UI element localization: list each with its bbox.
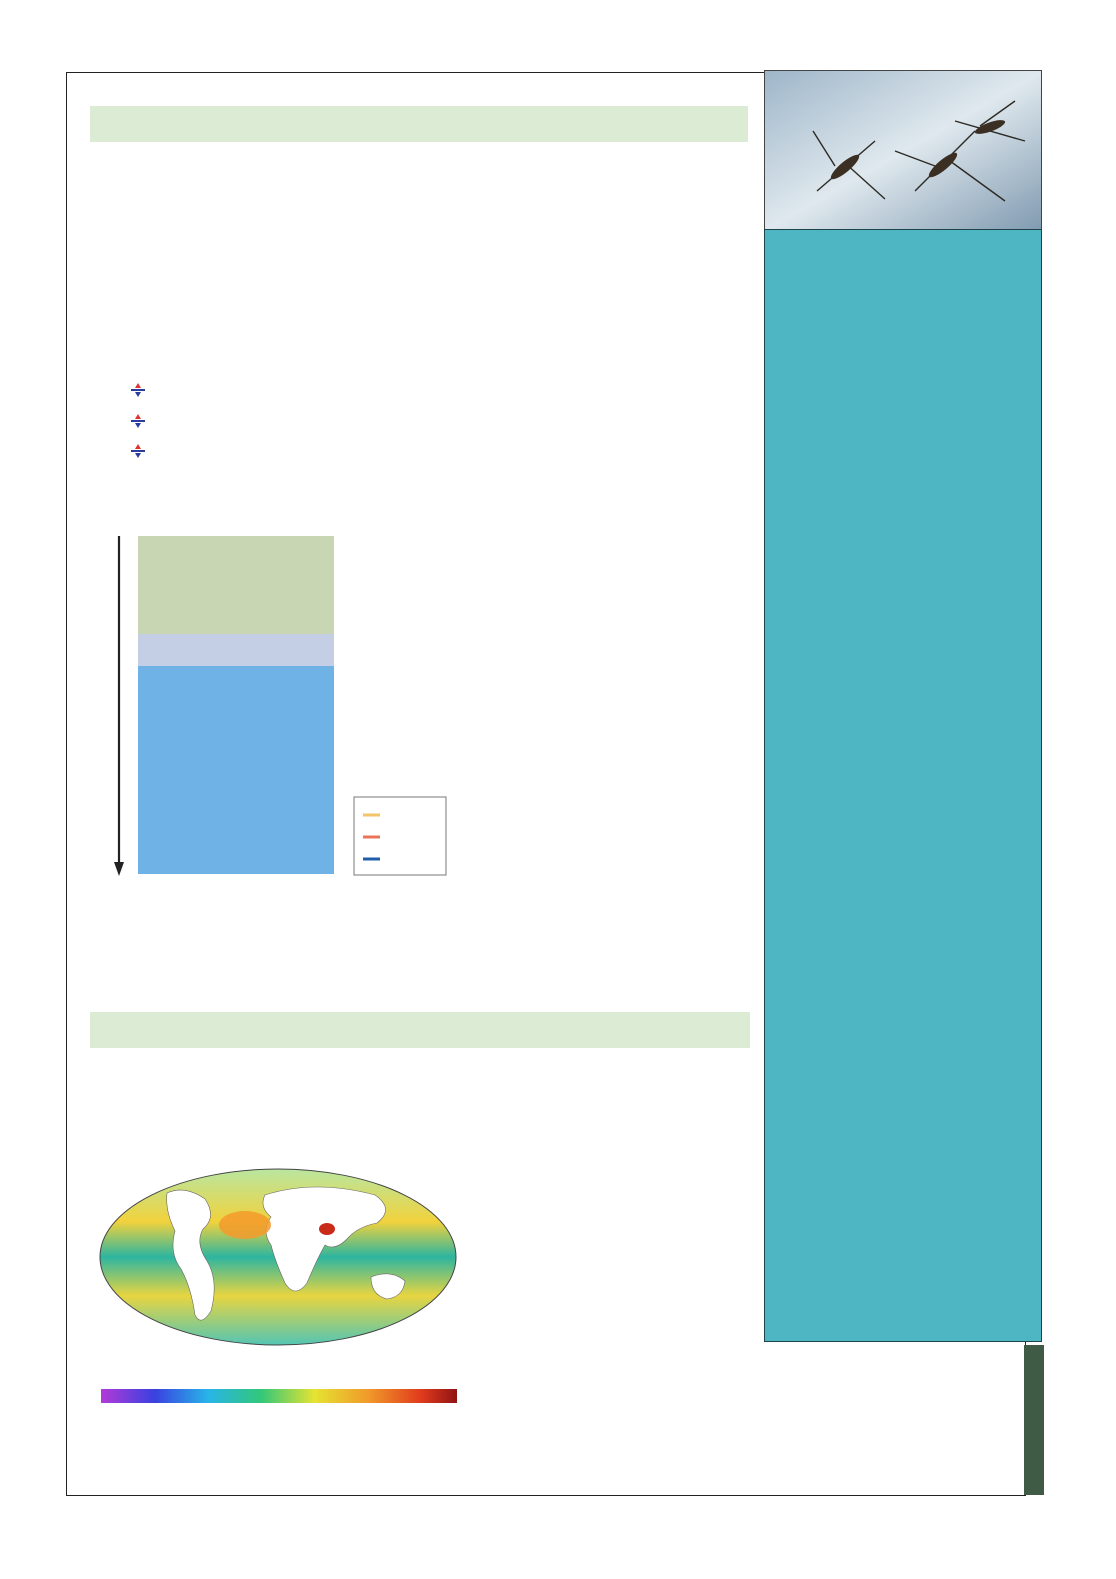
page-edge-bar bbox=[1024, 1345, 1044, 1495]
salinity-map bbox=[95, 1165, 465, 1427]
sidebar-box bbox=[764, 229, 1042, 1342]
salinity-color-scale bbox=[101, 1389, 457, 1403]
section-title-solvente bbox=[90, 1012, 750, 1048]
list-item bbox=[130, 436, 175, 467]
bullet-arrow-icon bbox=[130, 443, 146, 459]
bullet-arrow-icon bbox=[130, 413, 146, 429]
high-salinity-atlantic bbox=[219, 1211, 271, 1239]
salinity-map-svg bbox=[95, 1165, 465, 1427]
zone-termoclino bbox=[138, 634, 334, 666]
water-strider-illustration bbox=[765, 71, 1042, 230]
list-item bbox=[130, 406, 175, 437]
page-number bbox=[961, 1413, 1011, 1453]
depth-axis-arrow bbox=[114, 862, 124, 876]
list-item bbox=[130, 375, 175, 406]
temperature-depth-chart bbox=[95, 490, 475, 890]
chart-legend bbox=[354, 797, 446, 875]
zone-ipolimnio bbox=[138, 666, 334, 874]
bullet-arrow-icon bbox=[130, 382, 146, 398]
zone-epilimnio bbox=[138, 536, 334, 634]
high-salinity-red-sea bbox=[319, 1223, 335, 1235]
section-title-temperatura bbox=[90, 106, 748, 142]
zone-list bbox=[130, 375, 175, 467]
water-strider-photo bbox=[764, 70, 1042, 230]
chart-svg bbox=[95, 490, 475, 890]
